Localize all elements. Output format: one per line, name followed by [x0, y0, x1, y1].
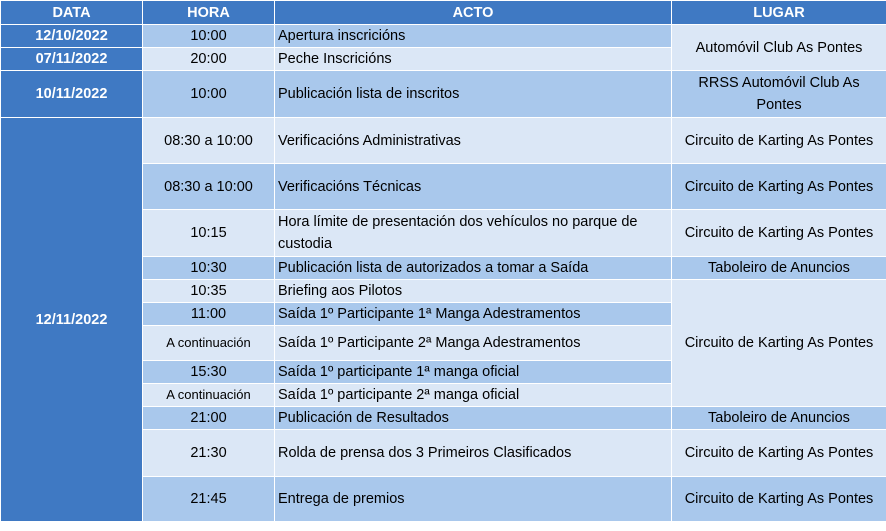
date-cell: 10/11/2022 [1, 71, 143, 118]
acto-cell: Saída 1º Participante 2ª Manga Adestramentos [275, 326, 672, 361]
acto-cell: Apertura inscricións [275, 25, 672, 48]
lugar-cell: RRSS Automóvil Club As Pontes [672, 71, 886, 118]
acto-cell: Saída 1º participante 1ª manga oficial [275, 361, 672, 384]
acto-cell: Saída 1º participante 2ª manga oficial [275, 384, 672, 407]
hora-cell: 20:00 [143, 48, 275, 71]
hora-cell: A continuación [143, 384, 275, 407]
header-data: DATA [1, 1, 143, 25]
lugar-cell: Circuito de Karting As Pontes [672, 280, 886, 407]
date-cell: 12/11/2022 [1, 118, 143, 522]
acto-cell: Publicación lista de autorizados a tomar a Saída [275, 257, 672, 280]
hora-cell: 10:35 [143, 280, 275, 303]
hora-cell: 08:30 a 10:00 [143, 118, 275, 164]
lugar-cell: Circuito de Karting As Pontes [672, 477, 886, 522]
lugar-cell: Automóvil Club As Pontes [672, 25, 886, 71]
hora-cell: 21:00 [143, 407, 275, 430]
acto-cell: Publicación de Resultados [275, 407, 672, 430]
lugar-cell: Taboleiro de Anuncios [672, 257, 886, 280]
table-row [1, 25, 886, 48]
header-row [1, 1, 886, 25]
date-cell: 07/11/2022 [1, 48, 143, 71]
hora-cell: 21:45 [143, 477, 275, 522]
hora-cell: 11:00 [143, 303, 275, 326]
lugar-cell: Circuito de Karting As Pontes [672, 118, 886, 164]
lugar-cell: Circuito de Karting As Pontes [672, 430, 886, 477]
hora-cell: 10:15 [143, 210, 275, 257]
table-row [1, 118, 886, 164]
header-hora: HORA [143, 1, 275, 25]
hora-cell: A continuación [143, 326, 275, 361]
hora-cell: 15:30 [143, 361, 275, 384]
hora-cell: 10:00 [143, 71, 275, 118]
hora-cell: 21:30 [143, 430, 275, 477]
acto-cell: Verificacións Técnicas [275, 164, 672, 210]
acto-cell: Publicación lista de inscritos [275, 71, 672, 118]
date-cell: 12/10/2022 [1, 25, 143, 48]
hora-cell: 10:00 [143, 25, 275, 48]
lugar-cell: Circuito de Karting As Pontes [672, 210, 886, 257]
lugar-cell: Circuito de Karting As Pontes [672, 164, 886, 210]
acto-cell: Hora límite de presentación dos vehículos no parque de custodia [275, 210, 672, 257]
header-acto: ACTO [275, 1, 672, 25]
hora-cell: 10:30 [143, 257, 275, 280]
table-row [1, 71, 886, 118]
acto-cell: Peche Inscricións [275, 48, 672, 71]
acto-cell: Entrega de premios [275, 477, 672, 522]
acto-cell: Verificacións Administrativas [275, 118, 672, 164]
lugar-cell: Taboleiro de Anuncios [672, 407, 886, 430]
acto-cell: Briefing aos Pilotos [275, 280, 672, 303]
hora-cell: 08:30 a 10:00 [143, 164, 275, 210]
acto-cell: Rolda de prensa dos 3 Primeiros Clasificados [275, 430, 672, 477]
header-lugar: LUGAR [672, 1, 886, 25]
acto-cell: Saída 1º Participante 1ª Manga Adestramentos [275, 303, 672, 326]
